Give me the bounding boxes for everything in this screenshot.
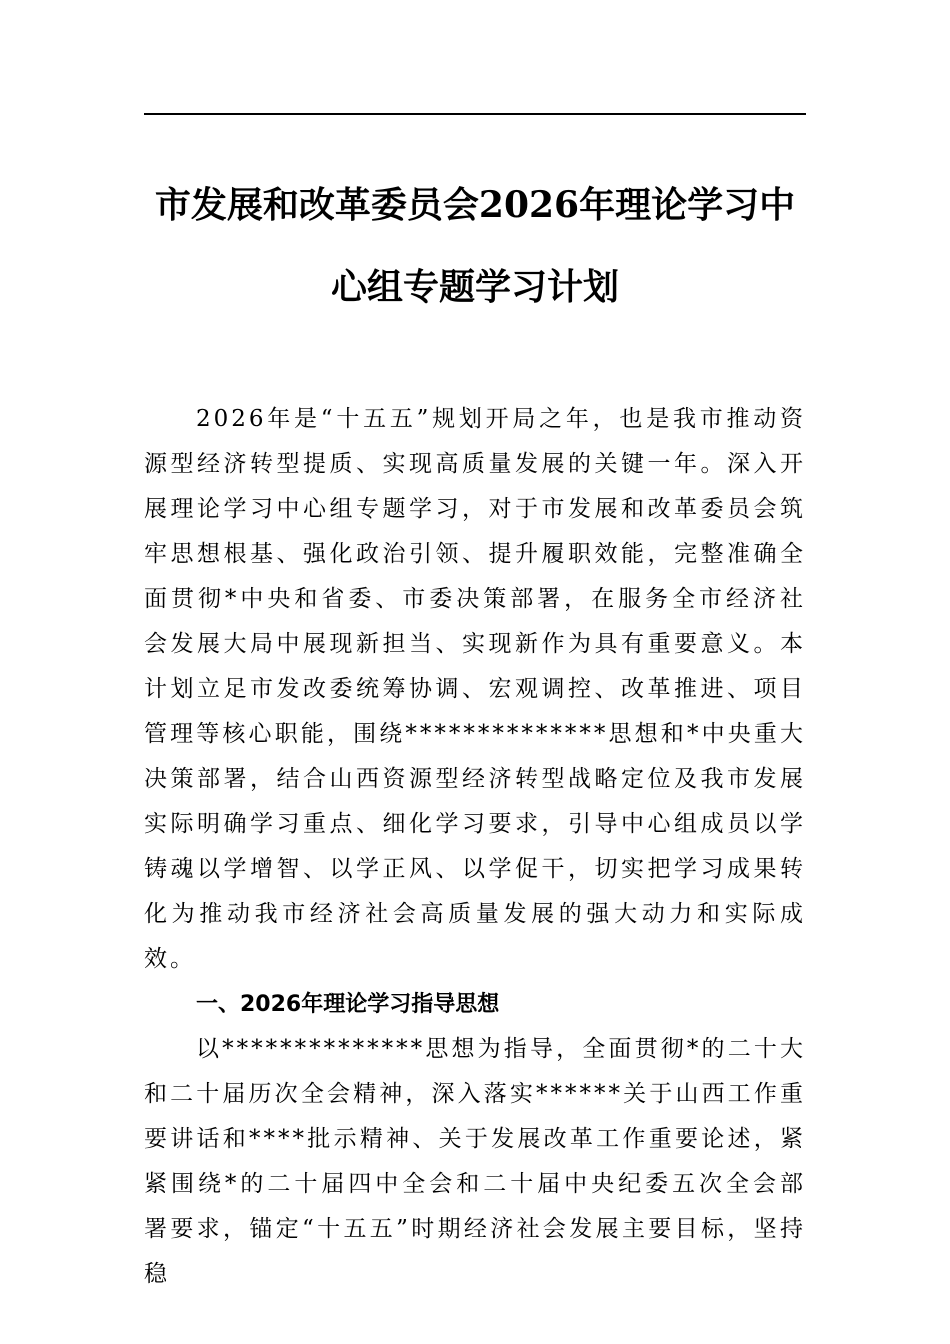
intro-paragraph: 2026年是“十五五”规划开局之年，也是我市推动资源型经济转型提质、实现高质量发展的关键一年。深入开展理论学习中心组专题学习，对于市发展和改革委员会筑牢思想根基、强化政治引领、提升履职效能，完整准确全面贯彻*中央和省委、市委决策部署，在服务全市经济社会发展大局中展现新担当、实现新作为具有重要意义。本计划立足市发改委统筹协调、宏观调控、改革推进、项目管理等核心职能，围绕**************思想和*中央重大决策部署，结合山西资源型经济转型战略定位及我市发展实际明确学习重点、细化学习要求，引导中心组成员以学铸魂以学增智、以学正风、以学促干，切实把学习成果转化为推动我市经济社会高质量发展的强大动力和实际成效。 (144, 406, 806, 972)
section-1-paragraph: 以**************思想为指导，全面贯彻*的二十大和二十届历次全会精神，深入落实******关于山西工作重要讲话和****批示精神、关于发展改革工作重要论述，紧紧围绕*的二十届四中全会和二十届中央纪委五次全会部署要求，锚定“十五五”时期经济社会发展主要目标，坚持稳 (144, 1036, 806, 1287)
header-rule (144, 113, 806, 115)
section-1-heading: 一、2026年理论学习指导思想 (196, 992, 500, 1017)
document-title: 市发展和改革委员会2026年理论学习中心组专题学习计划 (154, 184, 796, 308)
document-body (144, 397, 806, 1297)
